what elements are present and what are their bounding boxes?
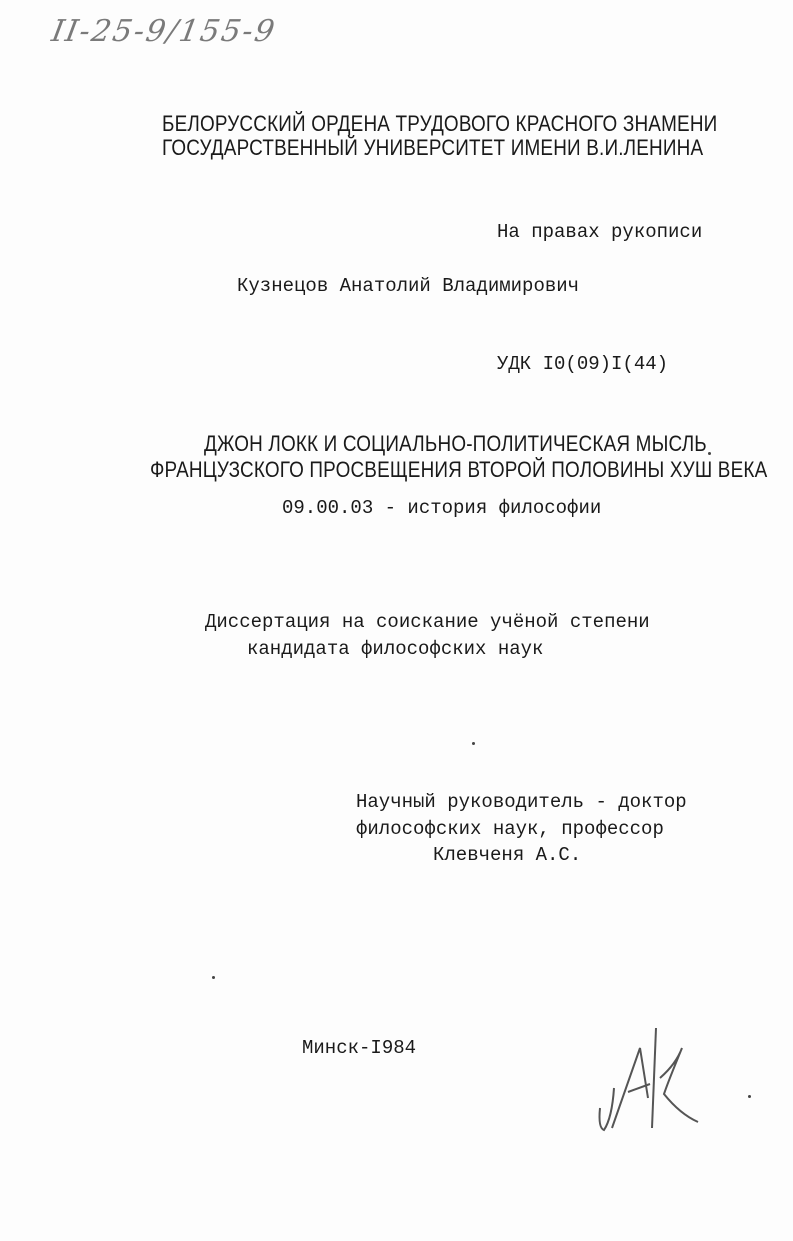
archive-mark: II-25-9/155-9 [48,14,279,49]
scan-speck [472,742,475,745]
supervisor-line-3: Клевченя А.С. [433,844,582,866]
scan-speck [748,1095,751,1098]
scan-speck [212,976,215,979]
institution-line-2: ГОСУДАРСТВЕННЫЙ УНИВЕРСИТЕТ ИМЕНИ В.И.ЛЕНИНА [162,135,704,160]
place-year: Минск-I984 [302,1037,417,1059]
degree-line-2: кандидата философских наук [247,638,544,660]
supervisor-line-1: Научный руководитель - доктор [356,791,687,813]
title-line-2: ФРАНЦУЗСКОГО ПРОСВЕЩЕНИЯ ВТОРОЙ ПОЛОВИНЫ ХУШ ВЕКА [150,457,768,482]
udk-code: УДК I0(09)I(44) [497,353,669,375]
title-line-1: ДЖОН ЛОКК И СОЦИАЛЬНО-ПОЛИТИЧЕСКАЯ МЫСЛЬ [204,431,707,456]
manuscript-rights: На правах рукописи [497,221,703,243]
scan-speck [708,452,711,455]
degree-line-1: Диссертация на соискание учёной степени [205,611,650,633]
supervisor-line-2: философских наук, профессор [356,818,664,840]
signature [590,1018,720,1138]
author-name: Кузнецов Анатолий Владимирович [237,275,580,297]
specialty: 09.00.03 - история философии [282,497,602,519]
institution-line-1: БЕЛОРУССКИЙ ОРДЕНА ТРУДОВОГО КРАСНОГО ЗНАМЕНИ [162,111,718,136]
